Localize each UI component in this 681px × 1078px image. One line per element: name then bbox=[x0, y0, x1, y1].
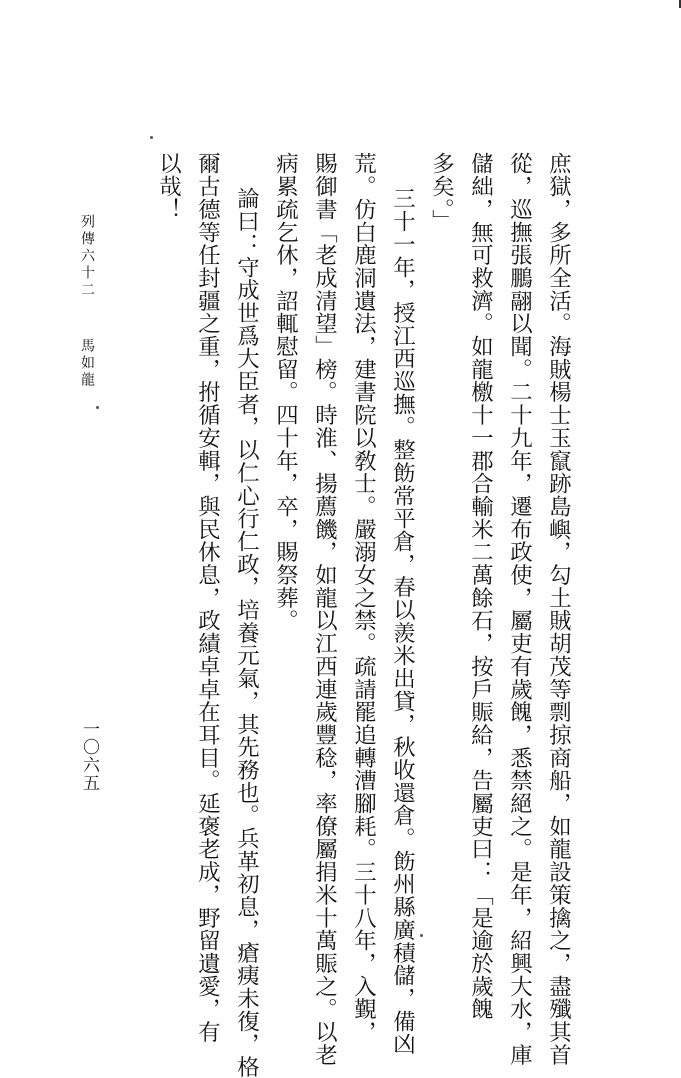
text-column-1: 庶獄，多所全活。海賊楊士玉竄跡島嶼，勾土賊胡茂等剽掠商船，如龍設策擒之，盡殲其首 bbox=[545, 152, 572, 1066]
text-column-9: 論曰：守成世爲大臣者，以仁心行仁政，培養元氣，其先務也。兵革初息，瘡痍未復，格 bbox=[233, 187, 260, 1078]
scan-speck bbox=[420, 934, 423, 937]
text-column-7: 賜御書「老成清望」榜。時淮、揚薦饑，如龍以江西連歲豐稔，率僚屬捐米十萬賑之。以老 bbox=[311, 152, 338, 1066]
text-column-5: 三十一年，授江西巡撫。整飭常平倉，春以羨米出貸，秋收還倉。飭州縣廣積儲，備凶 bbox=[389, 187, 416, 1056]
text-column-4: 多矣。」 bbox=[428, 152, 455, 233]
page-number: 一〇六五 bbox=[79, 720, 99, 792]
text-column-8: 病累疏乞休，詔輒慰留。四十年，卒，賜祭葬。 bbox=[272, 152, 299, 632]
text-column-10: 爾古德等任封疆之重，拊循安輯，與民休息，政績卓卓在耳目。延褒老成，野留遺愛，有 bbox=[194, 152, 221, 1044]
text-column-2: 從，巡撫張鵬翮以聞。二十九年，遷布政使，屬吏有歲餽，悉禁絕之。是年，紹興大水，庫 bbox=[506, 152, 533, 1066]
margin-person: 馬如龍 bbox=[79, 338, 95, 389]
text-column-6: 荒。仿白鹿洞遺法，建書院以敎士。嚴溺女之禁。疏請罷追轉漕腳耗。三十八年，入覲， bbox=[350, 152, 377, 1044]
margin-chapter: 列傳六十二 bbox=[79, 214, 95, 299]
text-column-11: 以哉！ bbox=[155, 152, 182, 221]
scan-speck bbox=[96, 406, 99, 409]
text-column-3: 儲絀，無可救濟。如龍檄十一郡合輸米二萬餘石，按戶賑給，告屬吏曰：「是逾於歲餽 bbox=[467, 152, 494, 1021]
scan-speck bbox=[150, 136, 153, 139]
